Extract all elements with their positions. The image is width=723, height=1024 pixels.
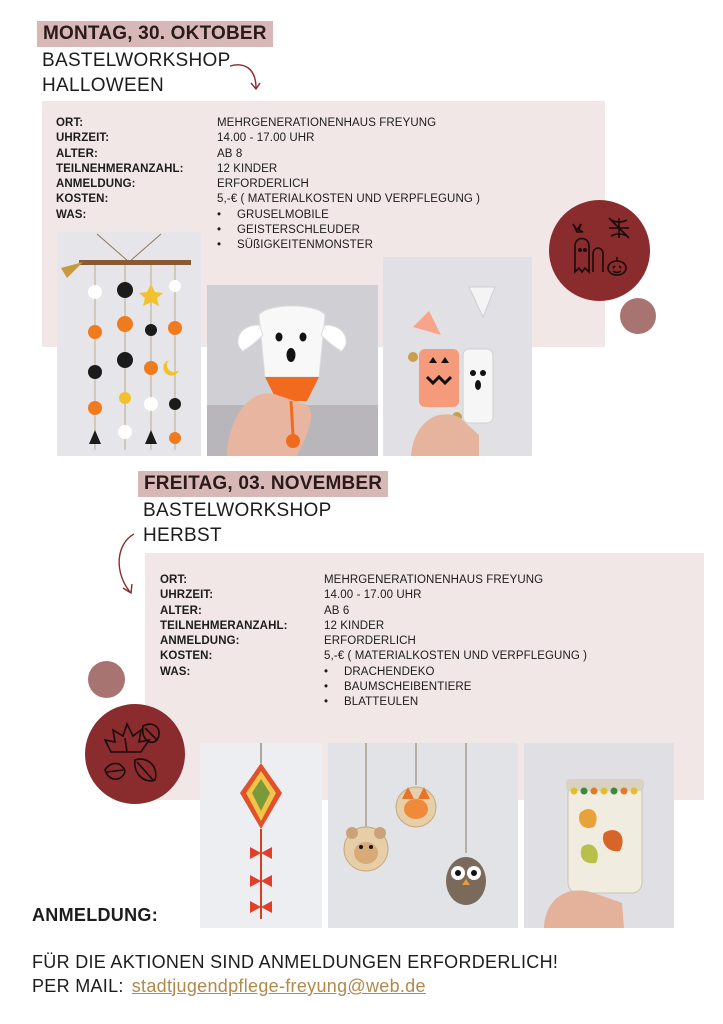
event1-title [42,48,231,98]
photo-drachendeko [200,743,322,928]
label-alter: ALTER: [160,604,202,617]
label-was: WAS: [56,208,87,221]
event2-title [143,498,332,548]
value-ort: MEHRGENERATIONENHAUS FREYUNG [217,117,437,129]
value-alter: AB 6 [324,604,350,617]
event2-title-line2: HERBST [143,525,222,546]
event2-icon-circle [85,704,185,804]
photo-blatteulen [524,743,674,928]
event1-date: MONTAG, 30. OKTOBER [37,21,273,47]
value-ort: MEHRGENERATIONENHAUS FREYUNG [324,574,544,586]
list-item: • GRUSELMOBILE [217,208,373,223]
footer-text [32,950,558,998]
label-uhrzeit: UHRZEIT: [160,589,214,602]
value-teilnehmer: 12 KINDER [217,162,278,175]
halloween-ghost-pumpkin-icon [549,200,650,301]
label-teilnehmer: TEILNEHMERANZAHL: [56,162,184,175]
photo-geisterschleuder [207,285,378,456]
value-anmeldung: ERFORDERLICH [324,635,416,648]
footer-mail-label: PER MAIL: [32,976,124,996]
label-teilnehmer: TEILNEHMERANZAHL: [160,619,288,632]
footer-line1: FÜR DIE AKTIONEN SIND ANMELDUNGEN ERFORDERLICH! [32,952,559,972]
label-kosten: KOSTEN: [56,193,109,206]
event2-details [160,573,660,711]
footer-line2 [32,974,558,998]
photo-baumscheibentiere [328,743,518,928]
event1-title-line2: HALLOWEEN [42,75,165,96]
list-item: • BLATTEULEN [324,695,472,710]
curved-arrow-icon [112,530,148,600]
event1-icon-circle [549,200,650,301]
event1-decor-circle [620,298,656,334]
value-teilnehmer: 12 KINDER [324,619,385,632]
footer-heading: ANMELDUNG: [32,905,158,925]
event2-date: FREITAG, 03. NOVEMBER [138,471,388,497]
label-was: WAS: [160,665,191,678]
event2-items-list [324,665,472,711]
event1-title-line1: BASTELWORKSHOP [42,50,231,71]
value-kosten: 5,-€ ( MATERIALKOSTEN UND VERPFLEGUNG ) [217,193,481,206]
value-alter: AB 8 [217,147,243,160]
value-kosten: 5,-€ ( MATERIALKOSTEN UND VERPFLEGUNG ) [324,650,588,663]
email-link[interactable]: stadtjugendpflege-freyung@web.de [131,976,426,996]
list-item: • BAUMSCHEIBENTIERE [324,680,472,695]
photo-suessigkeitenmonster [383,257,532,456]
value-uhrzeit: 14.00 - 17.00 UHR [217,132,315,145]
label-uhrzeit: UHRZEIT: [56,132,110,145]
label-kosten: KOSTEN: [160,650,213,663]
list-item: • DRACHENDEKO [324,665,472,680]
label-anmeldung: ANMELDUNG: [160,635,240,648]
label-anmeldung: ANMELDUNG: [56,178,136,191]
event2-title-line1: BASTELWORKSHOP [143,500,332,521]
event1-items-list [217,208,373,254]
list-item: • GEISTERSCHLEUDER [217,223,373,238]
autumn-leaves-icon [85,704,185,804]
label-ort: ORT: [56,117,84,129]
list-item: • SÜßIGKEITENMONSTER [217,238,373,253]
label-alter: ALTER: [56,147,98,160]
curved-arrow-icon [226,60,266,96]
photo-gruselmobile [57,232,201,456]
value-anmeldung: ERFORDERLICH [217,178,309,191]
value-uhrzeit: 14.00 - 17.00 UHR [324,589,422,602]
event2-decor-circle [88,661,125,698]
label-ort: ORT: [160,574,188,586]
